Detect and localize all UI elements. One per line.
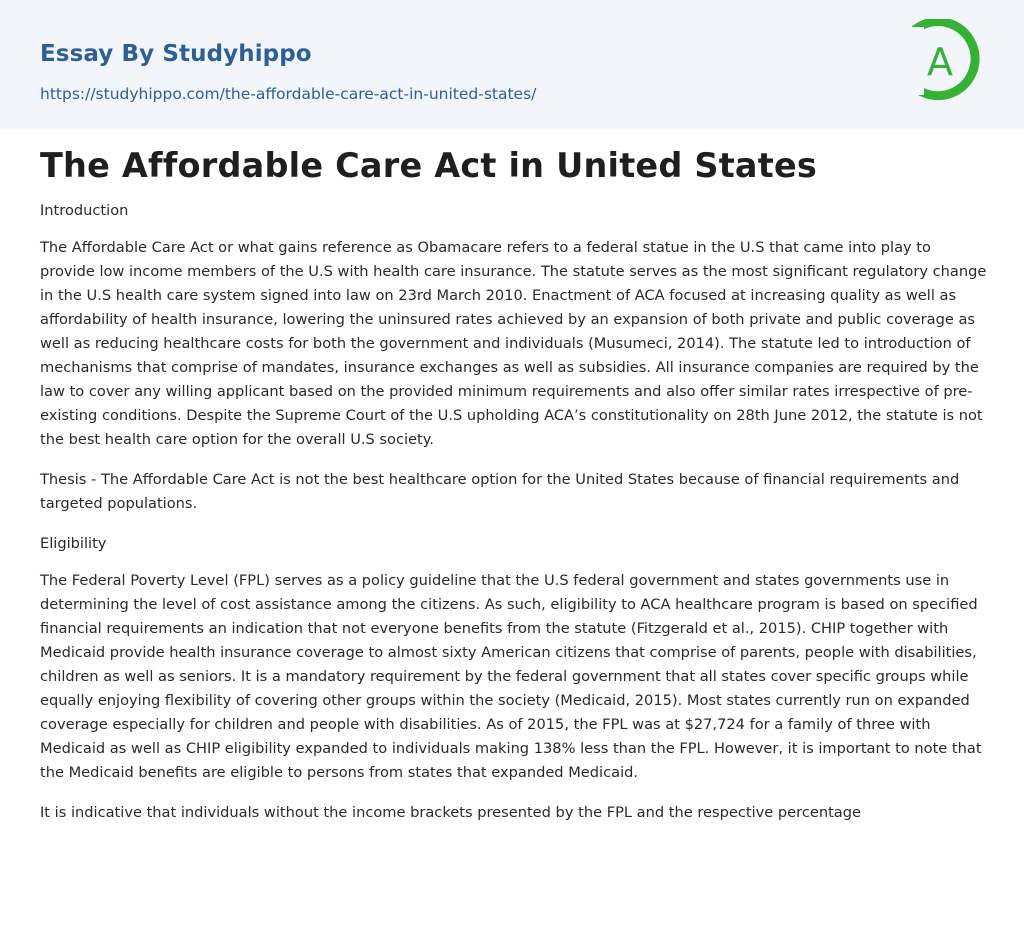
page-title: The Affordable Care Act in United States xyxy=(40,146,818,185)
article-body xyxy=(40,199,988,841)
section-heading-eligibility: Eligibility xyxy=(40,535,107,552)
paragraph-thesis: Thesis - The Affordable Care Act is not the best healthcare option for the United States because of financial requirements and targeted populations. xyxy=(40,471,960,512)
site-header xyxy=(0,0,1024,129)
site-brand[interactable]: Essay By Studyhippo xyxy=(40,41,312,67)
paragraph-introduction: The Affordable Care Act or what gains reference as Obamacare refers to a federal statue in the U.S that came into play to provide low income members of the U.S with health care insurance. The statute serves as the most significant regulatory change in the U.S health care system signed into law on 23rd March 2010. Enactment of ACA focused at increasing quality as well as affordability of health insurance, lowering the uninsured rates achieved by an expansion of both private and public coverage as well as reducing healthcare costs for both the government and individuals (Musumeci, 2014). The statute led to introduction of mechanisms that comprise of mandates, insurance exchanges as well as subsidies. All insurance companies are required by the law to cover any willing applicant based on the provided minimum requirements and also offer similar rates irrespective of pre-existing conditions. Despite the Supreme Court of the U.S upholding ACA’s constitutionality on 28th June 2012, the statute is not the best health care option for the overall U.S society. xyxy=(40,239,987,448)
paragraph-continuation: It is indicative that individuals without the income brackets presented by the FPL and the respective percentage xyxy=(40,804,861,821)
source-url-link[interactable]: https://studyhippo.com/the-affordable-care-act-in-united-states/ xyxy=(40,85,537,103)
paragraph-eligibility: The Federal Poverty Level (FPL) serves as a policy guideline that the U.S federal government and states governments use in determining the level of cost assistance among the citizens. As such, eligibility to ACA healthcare program is based on specified financial requirements an indication that not everyone benefits from the statute (Fitzgerald et al., 2015). CHIP together with Medicaid provide health insurance coverage to almost sixty American citizens that comprise of parents, people with disabilities, children as well as seniors. It is a mandatory requirement by the federal government that all states cover specific groups while equally enjoying flexibility of covering other groups within the society (Medicaid, 2015). Most states currently run on expanded coverage especially for children and people with disabilities. As of 2015, the FPL was at $27,724 for a family of three with Medicaid as well as CHIP eligibility expanded to individuals making 138% less than the FPL. However, it is important to note that the Medicaid benefits are eligible to persons from states that expanded Medicaid. xyxy=(40,572,982,781)
section-heading-introduction: Introduction xyxy=(40,202,129,219)
studyhippo-logo-icon[interactable] xyxy=(912,19,986,105)
logo-letter: A xyxy=(927,40,953,84)
